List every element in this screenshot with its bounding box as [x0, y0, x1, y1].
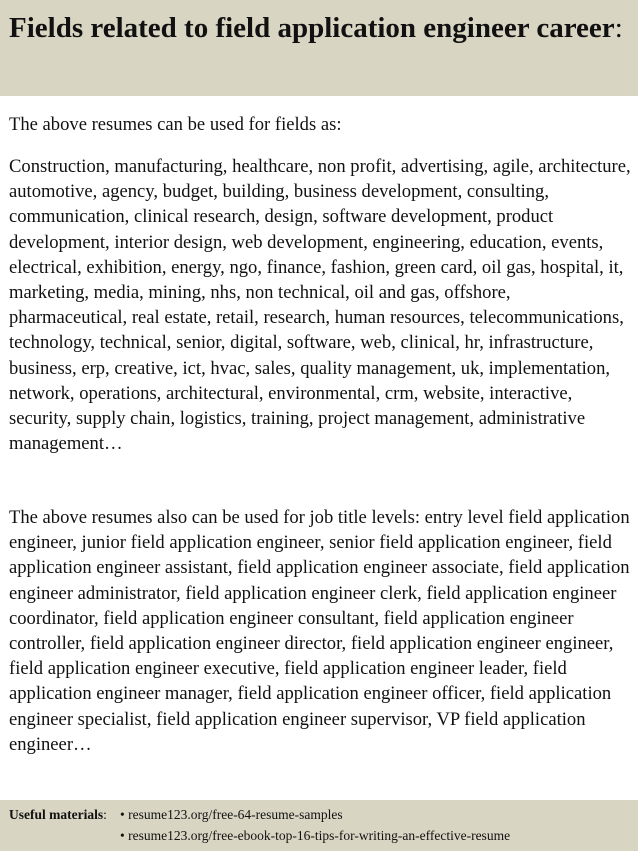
useful-materials-label: [9, 806, 107, 824]
resume-samples-link[interactable]: • resume123.org/free-64-resume-samples: [120, 807, 343, 822]
header-banner: [0, 0, 638, 96]
job-levels-paragraph: The above resumes also can be used for job title levels: entry level field application engineer, junior field application engineer, senior field application engineer, field application engineer assistant, field application engineer associate, field application engineer administrator, field application engineer clerk, field application engineer coordinator, field application engineer consultant, field application engineer controller, field application engineer director, field application engineer engineer, field application engineer executive, field application engineer leader, field application engineer manager, field application engineer officer, field application engineer specialist, field application engineer supervisor, VP field application engineer…: [9, 507, 630, 755]
footer-bar: [0, 800, 638, 851]
page-title-text: Fields related to field application engineer career: [9, 12, 615, 44]
useful-materials-label-text: Useful materials: [9, 807, 104, 822]
intro-paragraph: The above resumes can be used for fields as:: [9, 114, 342, 135]
fields-list-paragraph: Construction, manufacturing, healthcare, non profit, advertising, agile, architecture, automotive, agency, budget, building, business development, consulting, communication, clinical research, design, software development, product development, interior design, web development, engineering, education, events, electrical, exhibition, energy, ngo, finance, fashion, green card, oil gas, hospital, it, marketing, media, mining, nhs, non technical, oil and gas, offshore, pharmaceutical, real estate, retail, research, human resources, telecommunications, technology, technical, senior, digital, software, web, clinical, hr, infrastructure, business, erp, creative, ict, hvac, sales, quality management, uk, implementation, network, operations, architectural, environmental, crm, website, interactive, security, supply chain, logistics, training, project management, administrative management…: [9, 156, 631, 455]
ebook-tips-link[interactable]: • resume123.org/free-ebook-top-16-tips-for-writing-an-effective-resume: [120, 828, 511, 843]
page-title-colon: :: [614, 12, 623, 44]
page-title: [9, 10, 629, 46]
useful-materials-label-colon: :: [103, 807, 107, 822]
